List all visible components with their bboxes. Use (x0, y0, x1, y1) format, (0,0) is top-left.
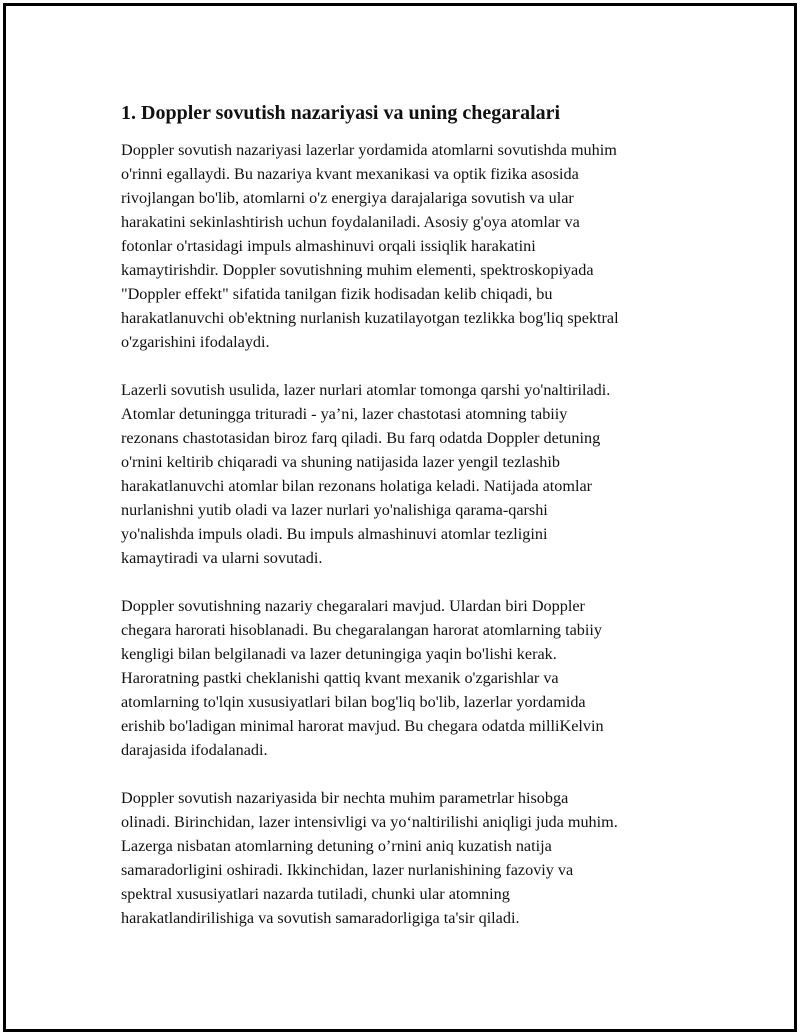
text-line: chegara harorati hisoblanadi. Bu chegaralangan harorat atomlarning tabiiy (121, 621, 602, 639)
paragraph-2 (121, 378, 701, 570)
text-line: Doppler sovutish nazariyasi lazerlar yordamida atomlarni sovutishda muhim (121, 141, 617, 159)
text-line: nurlanishni yutib oladi va lazer nurlari yo'nalishiga qarama-qarshi (121, 501, 548, 519)
text-line: erishib bo'ladigan minimal harorat mavjud. Bu chegara odatda milliKelvin (121, 717, 604, 735)
text-line: o'rinni egallaydi. Bu nazariya kvant mexanikasi va optik fizika asosida (121, 165, 579, 183)
text-line: harakatlanuvchi atomlar bilan rezonans holatiga keladi. Natijada atomlar (121, 477, 593, 495)
page-frame (3, 3, 797, 1032)
text-line: rezonans chastotasidan biroz farq qiladi. Bu farq odatda Doppler detuning (121, 429, 601, 447)
text-line: "Doppler effekt" sifatida tanilgan fizik hodisadan kelib chiqadi, bu (121, 285, 553, 303)
text-line: kamaytiradi va ularni sovutadi. (121, 549, 323, 567)
text-line: samaradorligini oshiradi. Ikkinchidan, lazer nurlanishining fazoviy va (121, 861, 574, 879)
paragraph-3 (121, 594, 701, 762)
text-line: olinadi. Birinchidan, lazer intensivligi va yo‘naltirilishi aniqligi juda muhim. (121, 813, 618, 831)
text-line: yo'nalishda impuls oladi. Bu impuls almashinuvi atomlar tezligini (121, 525, 548, 543)
text-line: kamaytirishdir. Doppler sovutishning muhim elementi, spektroskopiyada (121, 261, 594, 279)
text-line: harakatini sekinlashtirish uchun foydalaniladi. Asosiy g'oya atomlar va (121, 213, 580, 231)
text-line: Doppler sovutish nazariyasida bir nechta muhim parametrlar hisobga (121, 789, 569, 807)
text-line: o'zgarishini ifodalaydi. (121, 333, 270, 351)
text-line: Atomlar detuningga trituradi - ya’ni, lazer chastotasi atomning tabiiy (121, 405, 568, 423)
text-line: Lazerli sovutish usulida, lazer nurlari atomlar tomonga qarshi yo'naltiriladi. (121, 381, 611, 399)
text-line: darajasida ifodalanadi. (121, 741, 268, 759)
section-heading: 1. Doppler sovutish nazariyasi va uning chegaralari (121, 102, 561, 124)
text-line: kengligi bilan belgilanadi va lazer detuningiga yaqin bo'lishi kerak. (121, 645, 557, 663)
text-line: harakatlandirilishiga va sovutish samaradorligiga ta'sir qiladi. (121, 909, 520, 927)
text-line: rivojlangan bo'lib, atomlarni o'z energiya darajalariga sovutish va ular (121, 189, 574, 207)
text-line: fotonlar o'rtasidagi impuls almashinuvi orqali issiqlik harakatini (121, 237, 536, 255)
text-line: spektral xususiyatlari nazarda tutiladi, chunki ular atomning (121, 885, 510, 903)
text-line: harakatlanuvchi ob'ektning nurlanish kuzatilayotgan tezlikka bog'liq spektral (121, 309, 619, 327)
document-body (121, 100, 701, 930)
paragraph-1 (121, 138, 701, 354)
text-line: atomlarning to'lqin xususiyatlari bilan bog'liq bo'lib, lazerlar yordamida (121, 693, 586, 711)
paragraph-4 (121, 786, 701, 930)
text-line: Doppler sovutishning nazariy chegaralari mavjud. Ulardan biri Doppler (121, 597, 585, 615)
text-line: Haroratning pastki cheklanishi qattiq kvant mexanik o'zgarishlar va (121, 669, 559, 687)
text-line: Lazerga nisbatan atomlarning detuning o’rnini aniq kuzatish natija (121, 837, 552, 855)
text-line: o'rnini keltirib chiqaradi va shuning natijasida lazer yengil tezlashib (121, 453, 560, 471)
